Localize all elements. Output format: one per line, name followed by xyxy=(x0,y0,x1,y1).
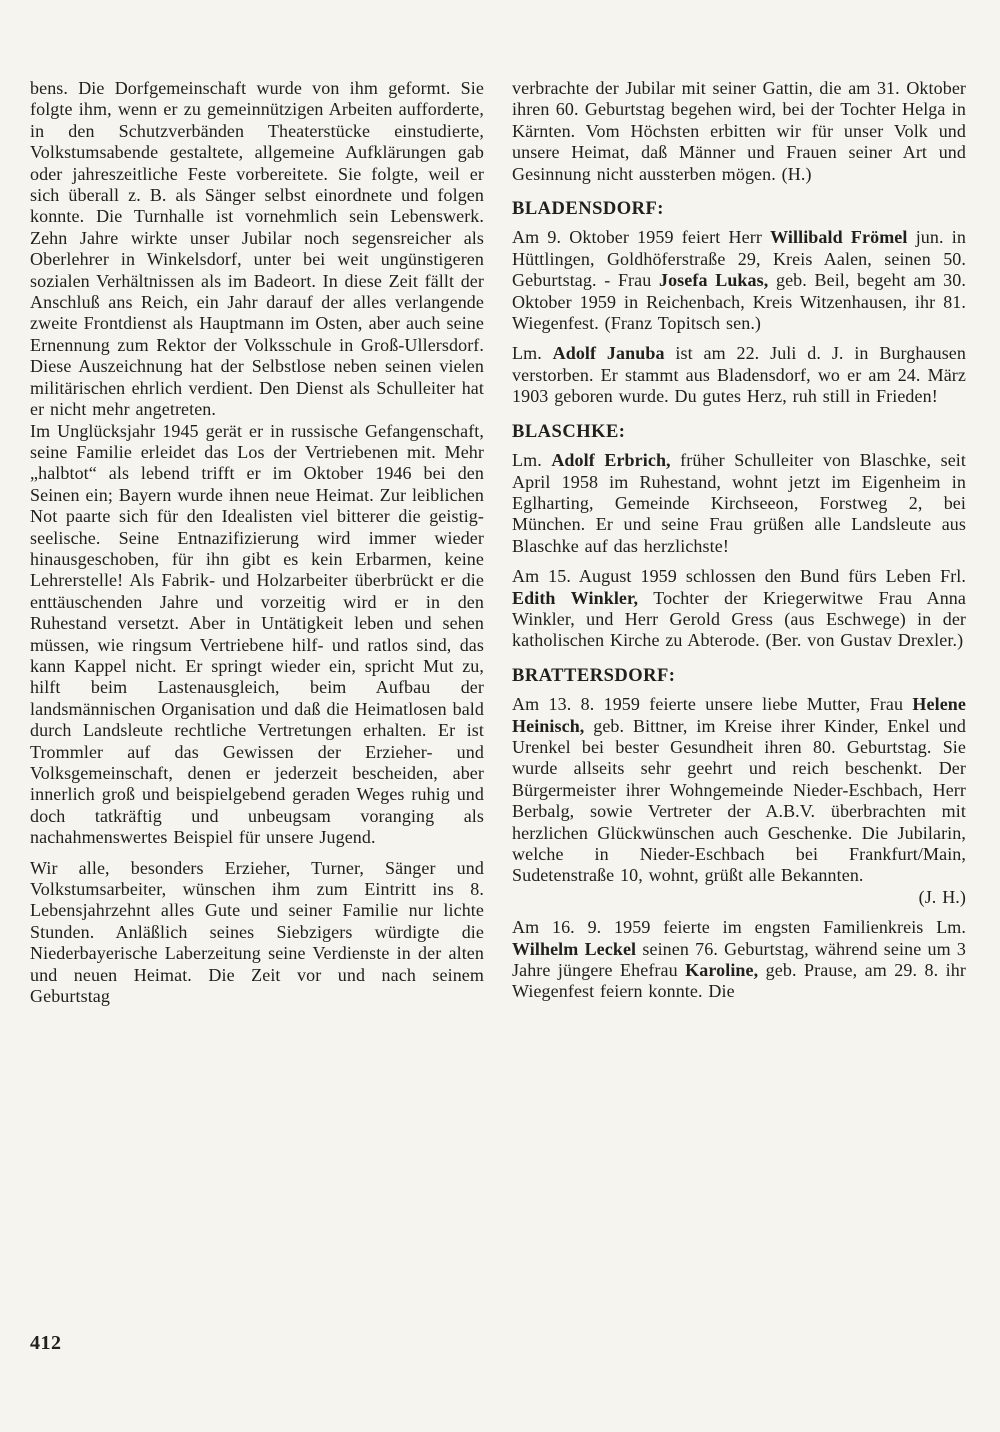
body-paragraph: Am 13. 8. 1959 feierte unsere liebe Mutter, Frau Helene Heinisch, geb. Bittner, im Kreise ihrer Kinder, Enkel und Urenkel bei bester Gesundheit ihren 80. Geburtstag. Sie wurde allseits sehr geehrt und reich beschenkt. Der Bürgermeister ihrer Wohngemeinde Nieder-Eschbach, Herr Berbalg, sowie Vertreter der A.B.V. überbrachten mit herzlichen Glückwünschen auch Geschenke. Die Jubilarin, welche in Nieder-Eschbach bei Frankfurt/Main, Sudetenstraße 10, wohnt, grüßt alle Bekannten. xyxy=(512,694,966,886)
body-paragraph: Lm. Adolf Januba ist am 22. Juli d. J. in Burghausen verstorben. Er stammt aus Bladensdorf, wo er am 24. März 1903 geboren wurde. Du gutes Herz, ruh still in Frieden! xyxy=(512,343,966,407)
body-paragraph-continuation: bens. Die Dorfgemeinschaft wurde von ihm geformt. Sie folgte ihm, wenn er zu gemeinnützigen Arbeiten aufforderte, in den Schutzverbänden Theaterstücke einstudierte, Volkstumsabende gestaltete, allgemeine Aufklärungen gab oder jahreszeitliche Feste vorbereitete. Sie folgte, weil er sich überall z. B. als Sänger selbst einordnete und folgen konnte. Die Turnhalle ist vornehmlich sein Lebenswerk. Zehn Jahre wirkte unser Jubilar noch segensreicher als Oberlehrer in Winkelsdorf, unter bei weit ungünstigeren sozialen Verhältnissen als im Badeort. In diese Zeit fällt der Anschluß ans Reich, ein Jahr darauf der alles verlangende zweite Frontdienst als Hauptmann im Osten, aber auch seine Ernennung zum Rektor der Volksschule in Groß-Ullersdorf. Diese Auszeichnung hat der Selbstlose neben seinen vielen militärischen ehrlich verdient. Den Dienst als Schulleiter hat er nicht mehr angetreten. xyxy=(30,78,484,420)
right-column xyxy=(512,78,966,1007)
body-paragraph-continuation: verbrachte der Jubilar mit seiner Gattin, die am 31. Oktober ihren 60. Geburtstag begehen wird, bei der Tochter Helga in Kärnten. Vom Höchsten erbitten wir für unser Volk und unsere Heimat, daß Männer und Frauen seiner Art und Gesinnung nicht aussterben mögen. (H.) xyxy=(512,78,966,184)
body-paragraph: Am 15. August 1959 schlossen den Bund fürs Leben Frl. Edith Winkler, Tochter der Kriegerwitwe Frau Anna Winkler, und Herr Gerold Gress (aus Eschwege) in der katholischen Kirche zu Abterode. (Ber. von Gustav Drexler.) xyxy=(512,566,966,651)
body-paragraph: Lm. Adolf Erbrich, früher Schulleiter von Blaschke, seit April 1958 im Ruhestand, wohnt jetzt im Eigenheim in Eglharting, Gemeinde Kirchseeon, Forstweg 2, bei München. Er und seine Frau grüßen alle Landsleute aus Blaschke auf das herzlichste! xyxy=(512,450,966,556)
body-paragraph: Am 16. 9. 1959 feierte im engsten Familienkreis Lm. Wilhelm Leckel seinen 76. Geburtstag, während seine um 3 Jahre jüngere Ehefrau Karoline, geb. Prause, am 29. 8. ihr Wiegenfest feiern konnte. Die xyxy=(512,917,966,1002)
paragraph-signature: (J. H.) xyxy=(918,886,966,907)
left-column xyxy=(30,78,484,1007)
section-heading-brattersdorf: BRATTERSDORF: xyxy=(512,665,676,686)
body-paragraph: Im Unglücksjahr 1945 gerät er in russische Gefangenschaft, seine Familie erleidet das Los der Vertriebenen mit. Mehr „halbtot“ als lebend trifft er im Oktober 1946 bei den Seinen ein; Bayern wurde ihnen neue Heimat. Zur leiblichen Not paarte sich für den Idealisten viel bitterer die geistig-seelische. Seine Entnazifizierung wird immer wieder hinausgeschoben, für ihn gibt es kein Erbarmen, keine Lehrerstelle! Als Fabrik- und Holzarbeiter überbrückt er die enttäuschenden Jahre und vorzeitig wird er in den Ruhestand versetzt. Aber in Untätigkeit leben und sehen müssen, wie ringsum Vertriebene hilf- und ratlos sind, das kann Kappel nicht. Er springt wieder ein, spricht Mut zu, hilft beim Lastenausgleich, beim Aufbau der landsmännischen Organisation und daß die Heimatlosen bald durch Landsleute rechtliche Vertretungen erhalten. Er ist Trommler auf das Gewissen der Erzieher- und Volksgemeinschaft, denen er jederzeit bescheiden, aber innerlich groß und beispielgebend geraden Weges ruhig und doch tatkräftig und unbeugsam voranging als nachahmenswertes Beispiel für unsere Jugend. xyxy=(30,420,484,848)
page-number: 412 xyxy=(30,1332,62,1354)
section-heading-blaschke: BLASCHKE: xyxy=(512,421,626,442)
two-column-layout xyxy=(30,78,966,1007)
section-heading-bladensdorf: BLADENSDORF: xyxy=(512,199,664,220)
body-paragraph: Wir alle, besonders Erzieher, Turner, Sänger und Volkstumsarbeiter, wünschen ihm zum Eintritt ins 8. Lebensjahrzehnt alles Gute und seiner Familie nur lichte Stunden. Anläßlich seines Siebzigers würdigte die Niederbayerische Laberzeitung seine Verdienste in der alten und neuen Heimat. Die Zeit vor und nach seinem Geburtstag xyxy=(30,857,484,1007)
body-paragraph: Am 9. Oktober 1959 feiert Herr Willibald Frömel jun. in Hüttlingen, Goldhöferstraße 29, Kreis Aalen, seinen 50. Geburtstag. - Frau Josefa Lukas, geb. Beil, begeht am 30. Oktober 1959 in Reichenbach, Kreis Witzenhausen, ihr 81. Wiegenfest. (Franz Topitsch sen.) xyxy=(512,227,966,334)
